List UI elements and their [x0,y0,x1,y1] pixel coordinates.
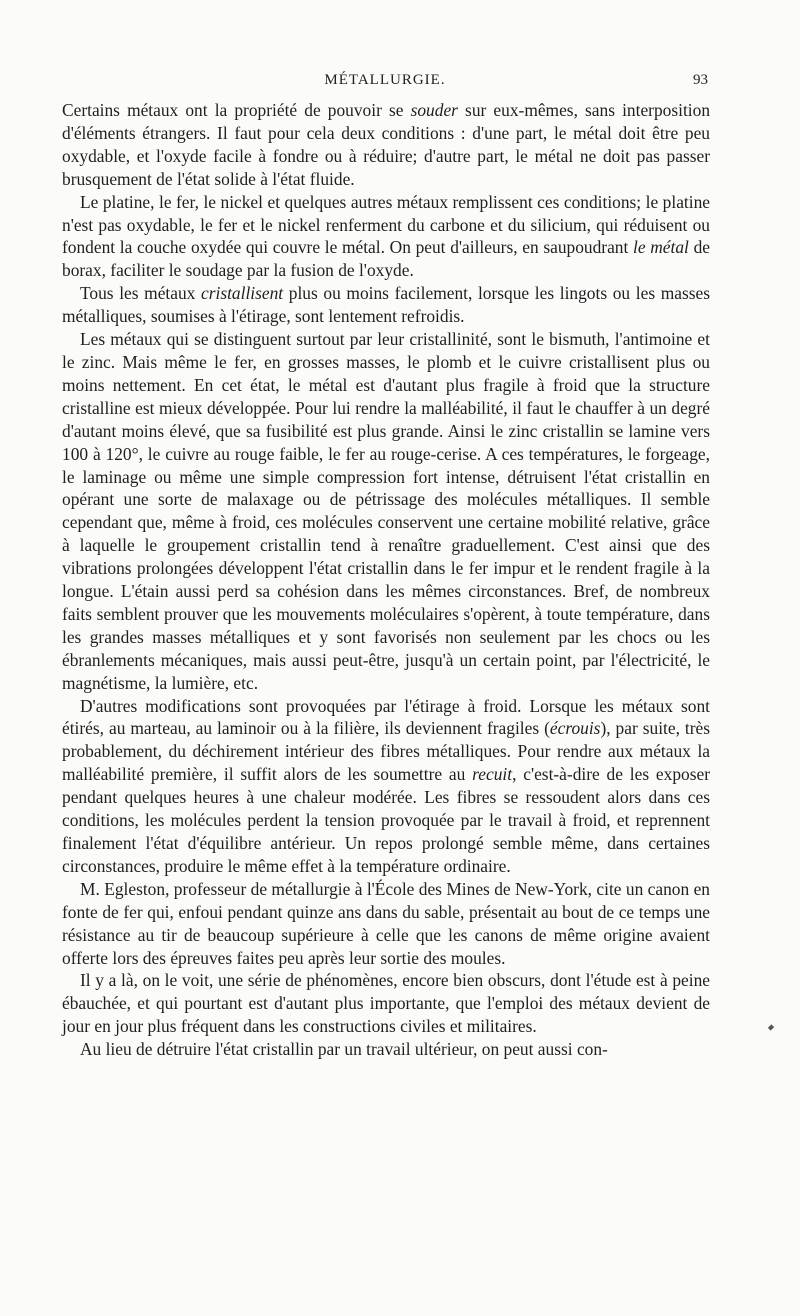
italic-term: écrouis [549,718,601,739]
page-number: 93 [693,72,708,88]
paragraph-platine [62,191,710,283]
paragraph-text: de borax, faciliter le soudage par la fusion de l'oxyde. [62,237,710,281]
paragraph-egleston [62,878,710,970]
paragraph-text: D'autres modifications sont provoquées par l'étirage à froid. Lorsque les métaux sont étirés, au marteau, au laminoir ou à la filière, ils deviennent fragiles ( [62,695,710,739]
italic-term: cristallisent [201,283,284,304]
paragraph-text: Certains métaux ont la propriété de pouvoir se [62,100,411,120]
italic-term: recuit [472,764,513,785]
paragraph-text: , c'est-à-dire de les exposer pendant quelques heures à une chaleur modérée. Les fibres se ressoudent alors dans ces conditions, les molécules perdent la tension provoquée par le travail à froid, et reprennent finalement l'état d'équilibre antérieur. Un repos prolongé semble même, dans certaines circonstances, produire le même effet à la température ordinaire. [62,764,710,876]
paragraph-text: ), par suite, très probablement, du déchirement intérieur des fibres métalliques. Pour rendre aux métaux la malléabilité première, il suffit alors de les soumettre au [62,718,710,785]
paragraph-text: Au lieu de détruire l'état cristallin par un travail ultérieur, on peut aussi con- [80,1039,608,1060]
paragraph-phenomenes [62,969,710,1038]
running-title: MÉTALLURGIE. [324,72,446,88]
paragraph-text: Tous les métaux [80,283,201,304]
paragraph-text: Le platine, le fer, le nickel et quelques autres métaux remplissent ces conditions; le platine n'est pas oxydable, le fer et le nickel renferment du carbone et du silicium, qui réduisent ou fondent la couche oxydée qui couvre le métal. On peut d'ailleurs, en saupoudrant [62,191,710,258]
paragraph-etirage [62,695,710,878]
paragraph-text: M. Egleston, professeur de métallurgie à l'École des Mines de New-York, cite un canon en fonte de fer qui, enfoui pendant quinze ans dans du sable, présentait au bout de ce temps une résistance au tir de beaucoup supérieure à celle que les canons de même origine avaient offerte lors des épreuves faites peu après leur sortie des moules. [62,878,710,968]
margin-mark [768,1024,774,1030]
italic-term: le métal [633,237,689,258]
paragraph-text: Il y a là, on le voit, une série de phénomènes, encore bien obscurs, dont l'étude est à peine ébauchée, et qui pourtant est d'autant plus importante, que l'emploi des métaux devient de jour en jour plus fréquent dans les constructions civiles et militaires. [62,970,710,1037]
paragraph-cristallisent [62,282,710,328]
paragraph-text: Les métaux qui se distinguent surtout par leur cristallinité, sont le bismuth, l'antimoine et le zinc. Mais même le fer, en grosses masses, le plomb et le cuivre cristallisent plus ou moins nettement. En cet état, le métal est d'autant plus fragile à froid que la structure cristalline est mieux développée. Pour lui rendre la malléabilité, il faut le chauffer à un degré d'autant moins élevé, que sa fusibilité est plus grande. Ainsi le zinc cristallin se lamine vers 100 à 120°, le cuivre au rouge faible, le fer au rouge-cerise. A ces températures, le forgeage, le laminage ou même une simple compression fort intense, détruisent l'état cristallin en opérant une sorte de malaxage ou de pétrissage des molécules métalliques. Il semble cependant que, même à froid, ces molécules conservent une certaine mobilité relative, grâce à laquelle le groupement cristallin tend à renaître graduellement. C'est ainsi que des vibrations prolongées développent l'état cristallin dans le fer impur et le rendent fragile à la longue. L'étain aussi perd sa cohésion dans les mêmes circonstances. Bref, de nombreux faits semblent prouver que les mouvements moléculaires s'opèrent, à toute température, dans les grandes masses métalliques et y sont favorisés non seulement par les chocs ou les ébranlements mécaniques, mais aussi peut-être, jusqu'à un certain point, par l'électricité, le magnétisme, la lumière, etc. [62,329,710,693]
running-head [62,72,708,94]
italic-term: souder [410,100,458,120]
paragraph-souder [62,99,710,191]
paragraph-continuation [62,1038,710,1061]
paragraph-text: plus ou moins facilement, lorsque les lingots ou les masses métalliques, soumises à l'étirage, sont lentement refroidis. [62,283,710,327]
paragraph-text: sur eux-mêmes, sans interposition d'éléments étrangers. Il faut pour cela deux conditions : d'une part, le métal doit être peu oxydable, et l'oxyde facile à fondre ou à réduire; d'autre part, le métal ne doit pas passer brusquement de l'état solide à l'état fluide. [62,100,711,189]
paragraph-cristallinite [62,328,710,695]
body-text [62,99,710,1061]
